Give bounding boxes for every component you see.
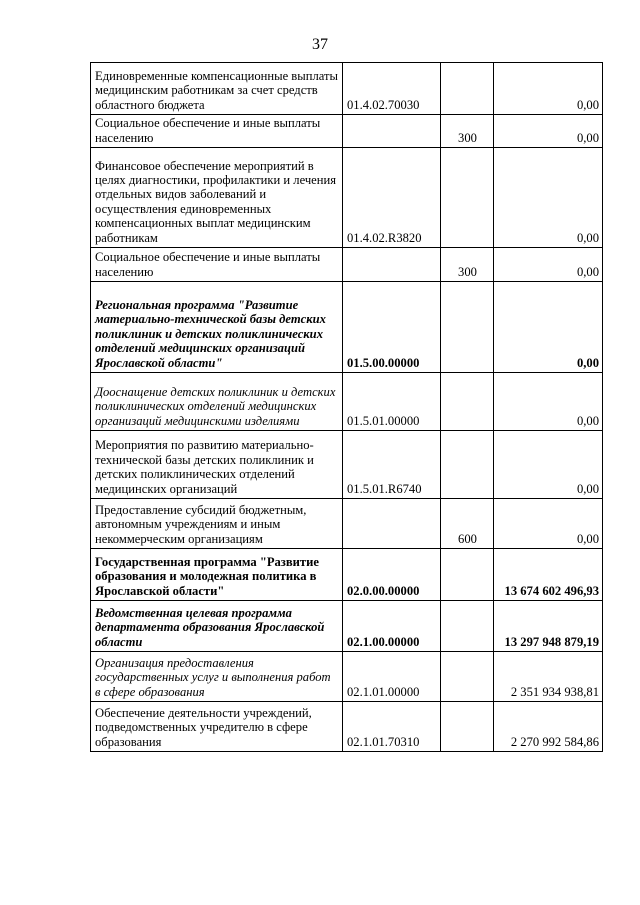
table-row [91,601,603,652]
table-row [91,282,603,373]
cell-amount: 0,00 [494,115,603,148]
cell-amount: 2 270 992 584,86 [494,702,603,752]
table-row [91,63,603,115]
table-row [91,248,603,282]
table-row [91,431,603,499]
cell-code: 01.4.02.70030 [343,63,441,115]
table-row [91,499,603,549]
table-row [91,373,603,431]
cell-expense-type [441,601,494,652]
cell-name: Социальное обеспечение и иные выплаты населению [91,248,343,282]
cell-name: Ведомственная целевая программа департамента образования Ярославской области [91,601,343,652]
cell-expense-type: 300 [441,248,494,282]
cell-expense-type [441,373,494,431]
table-row [91,652,603,702]
cell-code: 02.1.01.70310 [343,702,441,752]
cell-expense-type [441,148,494,248]
cell-expense-type [441,63,494,115]
cell-amount: 0,00 [494,248,603,282]
budget-table-body [91,63,603,752]
cell-code: 02.1.01.00000 [343,652,441,702]
cell-code [343,115,441,148]
cell-code [343,499,441,549]
cell-expense-type [441,549,494,601]
cell-code: 01.4.02.R3820 [343,148,441,248]
cell-name: Финансовое обеспечение мероприятий в целях диагностики, профилактики и лечения отдельных видов заболеваний и осуществления единовременных компенсационных выплат медицинским работникам [91,148,343,248]
cell-code: 02.1.00.00000 [343,601,441,652]
cell-code: 01.5.01.00000 [343,373,441,431]
table-row [91,549,603,601]
cell-expense-type [441,702,494,752]
cell-code: 02.0.00.00000 [343,549,441,601]
cell-amount: 0,00 [494,282,603,373]
cell-code [343,248,441,282]
cell-expense-type [441,282,494,373]
cell-name: Предоставление субсидий бюджетным, автономным учреждениям и иным некоммерческим организациям [91,499,343,549]
cell-name: Единовременные компенсационные выплаты медицинским работникам за счет средств областного бюджета [91,63,343,115]
cell-name: Социальное обеспечение и иные выплаты населению [91,115,343,148]
page-number: 37 [312,36,328,53]
cell-expense-type [441,652,494,702]
cell-name: Дооснащение детских поликлиник и детских поликлинических отделений медицинских организаций медицинскими изделиями [91,373,343,431]
cell-name: Мероприятия по развитию материально-технической базы детских поликлиник и детских поликлинических отделений медицинских организаций [91,431,343,499]
cell-name: Обеспечение деятельности учреждений, подведомственных учредителю в сфере образования [91,702,343,752]
budget-table [90,62,603,752]
cell-amount: 0,00 [494,431,603,499]
table-row [91,702,603,752]
table-row [91,148,603,248]
cell-expense-type: 300 [441,115,494,148]
cell-name: Государственная программа "Развитие образования и молодежная политика в Ярославской области" [91,549,343,601]
cell-name: Организация предоставления государственных услуг и выполнения работ в сфере образования [91,652,343,702]
cell-amount: 0,00 [494,499,603,549]
table-row [91,115,603,148]
cell-amount: 13 674 602 496,93 [494,549,603,601]
cell-expense-type [441,431,494,499]
cell-name: Региональная программа "Развитие материально-технической базы детских поликлиник и детских поликлинических отделений медицинских организаций Ярославской области" [91,282,343,373]
cell-amount: 2 351 934 938,81 [494,652,603,702]
cell-expense-type: 600 [441,499,494,549]
cell-amount: 0,00 [494,373,603,431]
cell-amount: 0,00 [494,148,603,248]
cell-amount: 0,00 [494,63,603,115]
cell-code: 01.5.00.00000 [343,282,441,373]
cell-code: 01.5.01.R6740 [343,431,441,499]
cell-amount: 13 297 948 879,19 [494,601,603,652]
